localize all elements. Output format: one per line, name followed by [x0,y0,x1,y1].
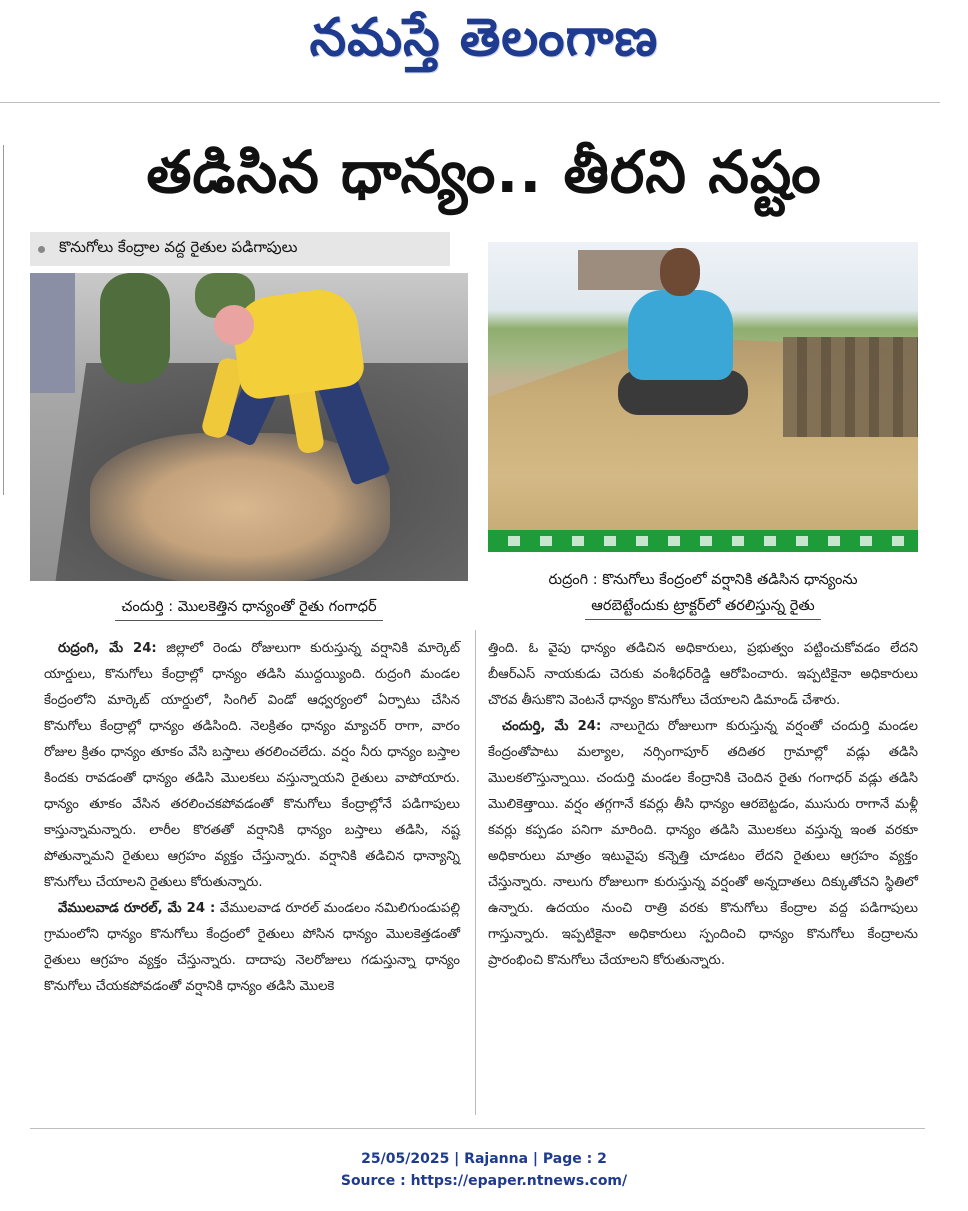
footer-source-link[interactable]: Source : https://epaper.ntnews.com/ [340,1173,628,1189]
article-headline: తడిసిన ధాన్యం.. తీరని నష్టం [146,138,822,206]
photo-left-caption [30,594,468,621]
dateline: చందుర్తి, మే 24: [502,719,602,734]
paragraph-text: నాలుగైదు రోజులుగా కురుస్తున్న వర్షంతో చందుర్తి మండల కేంద్రంతోపాటు మల్యాల, నర్సింగాపూర్ తదితర గ్రామాల్లో వడ్లు తడిసి మొలకలొస్తున్నాయి. చందుర్తి మండల కేంద్రానికి చెందిన రైతు గంగాధర్ వడ్లు తడిసి మొలికెత్తాయి. వర్షం తగ్గగానే కవర్లు తీసి ధాన్యం ఆరబెట్టడం, ముసురు రాగానే మళ్లీ కవర్లు కప్పడం పనిగా మారింది. ధాన్యం తడిసి మొలకలు వస్తున్న ఇంత వరకూ అధికారులు మాత్రం ఇటువైపు కన్నెత్తి చూడటం లేదని రైతులు ఆగ్రహం వ్యక్తం చేస్తున్నారు. నాలుగు రోజులుగా కురుస్తున్న వర్షంతో అన్నదాతలు దిక్కుతోచని స్థితిలో ఉన్నారు. ఉదయం నుంచి రాత్రి వరకు కొనుగోలు కేంద్రాల వద్ద పడిగాపులు గాస్తున్నారు. ఇప్పటికైనా అధికారులు స్పందించి ధాన్యం కొనుగోలు కేంద్రాలను ప్రారంభించి కొనుగోలు చేయాలని కోరుతున్నారు. [488,719,919,968]
subhead-text: కొనుగోలు కేంద్రాల వద్ద రైతుల పడిగాపులు [59,238,298,256]
article-subhead [30,232,450,266]
paragraph-text: త్తింది. ఓ వైపు ధాన్యం తడిచిన అధికారులు, ప్రభుత్వం పట్టించుకోవడం లేదని బీఆర్ఎస్ నాయకుడు చెరుకు వంశీధర్‌రెడ్డి ఆరోపించారు. ఇప్పటికైనా అధికారులు చొరవ తీసుకొని వెంటనే ధాన్యం కొనుగోలు చేయాలని డిమాండ్ చేశారు. [488,641,918,708]
paragraph [488,714,918,974]
photo-farmer-sprouted-grain [30,273,468,581]
footer-date-edition: 25/05/2025 | Rajanna | Page : 2 [361,1151,607,1167]
paragraph [44,896,460,1000]
paragraph-text: జిల్లాలో రెండు రోజులుగా కురుస్తున్న వర్షానికి మార్కెట్ యార్డులు, కొనుగోలు కేంద్రాల్లో ధాన్యం తడిసి ముద్దయ్యింది. రుద్రంగి మండల కేంద్రంలోని మార్కెట్ యార్డులో, సింగిల్ విండో ఆధ్వర్యంలో ఏర్పాటు చేసిన కొనుగోలు కేంద్రాల్లో ధాన్యం తడిసింది. నెలక్రితం ధాన్యం మ్యాచర్ రాగా, వారం రోజుల క్రితం ధాన్యం తూకం వేసి బస్తాలు తరలించలేదు. వర్షం నీరు ధాన్యం బస్తాల కిందకు రావడంతో ధాన్యం తడిసి మొలకలు వస్తున్నాయని రైతులు వాపోయారు. ధాన్యం తూకం వేసిన తరలించకపోవడంతో కొనుగోలు కేంద్రాల్లోనే పడిగాపులు కాస్తున్నామన్నారు. లారీల కొరతతో వర్షానికి ధాన్యం బస్తాలు తడిసి, నష్ట పోతున్నామని రైతులు ఆగ్రహం వ్యక్తం చేస్తున్నారు. వర్షానికి తడిచిన ధాన్యాన్ని కొనుగోలు చేయాలని రైతులు కోరుతున్నారు. [44,641,460,890]
photo-farmer-tractor-grain [488,242,918,552]
bullet-icon [38,246,45,253]
paragraph [488,636,918,714]
caption-line-2: ఆరబెట్టేందుకు ట్రాక్టర్‌లో తరలిస్తున్న రైతు [585,593,820,620]
caption-line-1: రుద్రంగి : కొనుగోలు కేంద్రంలో వర్షానికి తడిసిన ధాన్యంను [548,572,858,588]
masthead-divider [0,102,940,103]
caption-text: చందుర్తి : మొలకెత్తిన ధాన్యంతో రైతు గంగాధర్ [115,594,382,621]
column-divider [475,630,476,1115]
newspaper-logo: నమస్తే తెలంగాణ [309,8,659,68]
paragraph [44,636,460,896]
dateline: రుద్రంగి, మే 24: [58,641,157,656]
dateline: వేములవాడ రూరల్, మే 24 : [58,901,216,916]
paragraph-text: వేములవాడ రూరల్ మండలం నమిలిగుండుపల్లి గ్రామంలోని ధాన్యం కొనుగోలు కేంద్రంలో రైతులు పోసిన ధాన్యం మొలకెత్తడంతో రైతులు ఆగ్రహం వ్యక్తం చేస్తున్నారు. దాదాపు నెలరోజులు గడుస్తున్నా ధాన్యం కొనుగోలు చేయకపోవడంతో వర్షానికి ధాన్యం తడిసి మొలకె [44,901,461,994]
masthead [0,0,968,90]
footer [0,1148,968,1192]
photo-right-caption [488,567,918,620]
article-column-right [488,636,918,974]
article-column-left [44,636,460,1000]
footer-divider [30,1128,925,1129]
